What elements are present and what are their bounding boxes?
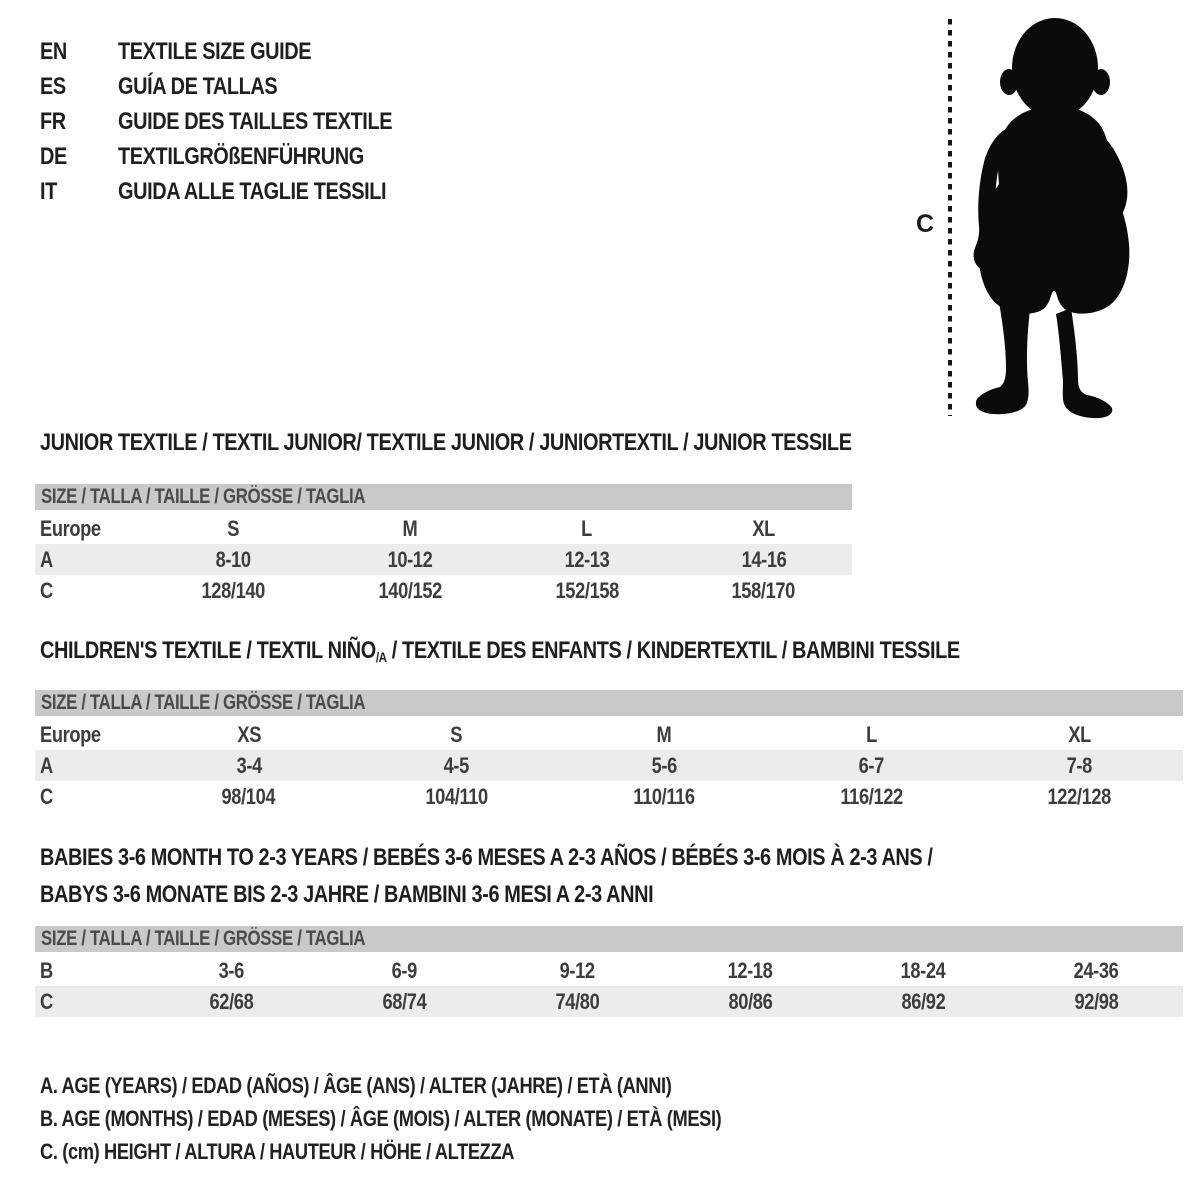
size-value: 62/68 — [209, 988, 254, 1014]
size-table-row — [35, 575, 852, 606]
size-value-cell — [145, 781, 353, 812]
size-value-cell — [1010, 955, 1183, 986]
size-header-bar-junior — [35, 484, 852, 510]
language-code: IT — [40, 178, 57, 205]
size-table-row — [35, 750, 1183, 781]
size-value: XS — [236, 721, 261, 747]
title-part-post: / TEXTILE DES ENFANTS / KINDERTEXTIL / BAMBINI TESSILE — [386, 637, 960, 664]
size-value: 6-7 — [858, 752, 885, 778]
size-value-cell — [322, 575, 499, 606]
size-table-row — [35, 986, 1183, 1017]
toddler-silhouette — [974, 18, 1130, 418]
size-value: M — [656, 721, 672, 747]
size-value-cell — [560, 719, 768, 750]
title-part-subscript: /A — [375, 649, 387, 665]
size-header-bar-babies — [35, 926, 1183, 952]
size-value: 4-5 — [443, 752, 470, 778]
size-value-cell — [837, 986, 1010, 1017]
size-value-cell — [145, 575, 322, 606]
size-value: 3-4 — [236, 752, 262, 778]
legend-line-a — [40, 1073, 801, 1099]
size-value: 12-18 — [728, 957, 773, 983]
size-value-cell — [353, 719, 561, 750]
section-title-babies-text1: BABIES 3-6 MONTH TO 2-3 YEARS / BEBÉS 3-6 MESES A 2-3 AÑOS / BÉBÉS 3-6 MOIS À 2-3 ANS / — [40, 844, 933, 871]
row-label: Europe — [40, 515, 101, 541]
row-label-cell — [35, 719, 145, 750]
size-value-cell — [768, 750, 976, 781]
size-value-cell — [145, 750, 353, 781]
legend-line-b-text: B. AGE (MONTHS) / EDAD (MESES) / ÂGE (MOIS) / ALTER (MONATE) / ETÀ (MESI) — [40, 1106, 722, 1131]
language-code: DE — [40, 143, 67, 170]
size-value-cell — [1010, 986, 1183, 1017]
title-part-pre: CHILDREN'S TEXTILE / TEXTIL NIÑO — [40, 637, 376, 664]
size-value-cell — [353, 781, 561, 812]
size-value-cell — [145, 986, 318, 1017]
row-label: A — [40, 546, 53, 572]
size-value: XL — [1067, 721, 1091, 747]
size-value: 6-9 — [391, 957, 418, 983]
size-value: 98/104 — [221, 783, 276, 809]
row-label-cell — [35, 544, 145, 575]
size-value-cell — [145, 544, 322, 575]
size-value-cell — [499, 575, 676, 606]
size-header-text: SIZE / TALLA / TAILLE / GRÖSSE / TAGLIA — [41, 927, 366, 950]
size-value: 14-16 — [741, 546, 787, 572]
language-label: TEXTILE SIZE GUIDE — [118, 38, 312, 65]
legend-line-c — [40, 1139, 611, 1165]
size-value: 140/152 — [378, 577, 442, 603]
row-label-cell — [35, 513, 145, 544]
section-title-junior-text: JUNIOR TEXTILE / TEXTIL JUNIOR/ TEXTILE JUNIOR / JUNIORTEXTIL / JUNIOR TESSILE — [40, 429, 852, 456]
size-value-cell — [145, 513, 322, 544]
size-value: 18-24 — [901, 957, 946, 983]
size-header-text: SIZE / TALLA / TAILLE / GRÖSSE / TAGLIA — [41, 691, 366, 714]
language-label: GUIDA ALLE TAGLIE TESSILI — [118, 178, 387, 205]
size-value-cell — [145, 719, 353, 750]
language-code: EN — [40, 38, 67, 65]
language-row — [40, 34, 448, 69]
row-label: Europe — [40, 721, 101, 747]
size-header-text: SIZE / TALLA / TAILLE / GRÖSSE / TAGLIA — [41, 485, 366, 508]
row-label: C — [40, 577, 53, 603]
size-table-row — [35, 955, 1183, 986]
section-title-babies-line2 — [40, 882, 779, 908]
row-label: A — [40, 752, 53, 778]
section-title-babies-text2: BABYS 3-6 MONATE BIS 2-3 JAHRE / BAMBINI 3-6 MESI A 2-3 ANNI — [40, 881, 654, 908]
size-value: L — [581, 515, 593, 541]
size-value: 116/122 — [840, 783, 903, 809]
size-table-junior — [35, 513, 852, 606]
row-label-cell — [35, 781, 145, 812]
size-value: L — [866, 721, 877, 747]
size-value-cell — [664, 986, 837, 1017]
language-label: GUIDE DES TAILLES TEXTILE — [118, 108, 393, 135]
size-value: 9-12 — [559, 957, 596, 983]
row-label: B — [40, 957, 53, 983]
section-title-children-text — [40, 638, 960, 670]
size-value-cell — [499, 544, 676, 575]
size-value: 8-10 — [215, 546, 251, 572]
row-label-cell — [35, 986, 145, 1017]
toddler-figure — [938, 14, 1148, 424]
size-value-cell — [499, 513, 676, 544]
size-value: S — [227, 515, 240, 541]
language-label: GUÍA DE TALLAS — [118, 73, 278, 100]
size-value-cell — [675, 513, 852, 544]
size-value-cell — [837, 955, 1010, 986]
language-row — [40, 104, 448, 139]
size-table-children — [35, 719, 1183, 812]
size-value: 74/80 — [555, 988, 600, 1014]
language-code: FR — [40, 108, 66, 135]
size-value: 128/140 — [201, 577, 266, 603]
size-value: 12-13 — [564, 546, 610, 572]
size-value-cell — [560, 781, 768, 812]
size-value: M — [402, 515, 418, 541]
size-value: 7-8 — [1066, 752, 1092, 778]
size-value-cell — [491, 955, 664, 986]
size-header-bar-children — [35, 690, 1183, 716]
size-value: XL — [752, 515, 775, 541]
size-table-babies — [35, 955, 1183, 1017]
size-table-row — [35, 513, 852, 544]
size-value: 3-6 — [218, 957, 245, 983]
size-value-cell — [322, 544, 499, 575]
measure-label-c: C — [916, 210, 935, 238]
size-value: 24-36 — [1074, 957, 1119, 983]
language-code: ES — [40, 73, 66, 100]
size-value-cell — [675, 575, 852, 606]
size-value-cell — [975, 719, 1183, 750]
row-label: C — [40, 783, 53, 809]
size-value: 92/98 — [1074, 988, 1119, 1014]
size-table-row — [35, 719, 1183, 750]
size-table-row — [35, 781, 1183, 812]
row-label-cell — [35, 955, 145, 986]
size-value-cell — [318, 986, 491, 1017]
size-value-cell — [145, 955, 318, 986]
size-value-cell — [975, 781, 1183, 812]
size-value: 5-6 — [651, 752, 677, 778]
size-value: 152/158 — [555, 577, 619, 603]
size-value-cell — [560, 750, 768, 781]
size-table-row — [35, 544, 852, 575]
legend-line-c-text: C. (cm) HEIGHT / ALTURA / HAUTEUR / HÖHE / ALTEZZA — [40, 1139, 515, 1164]
row-label-cell — [35, 575, 145, 606]
language-row — [40, 69, 448, 104]
size-value-cell — [664, 955, 837, 986]
size-value: 68/74 — [382, 988, 427, 1014]
legend-line-b — [40, 1106, 861, 1132]
size-value: 104/110 — [425, 783, 488, 809]
size-value-cell — [975, 750, 1183, 781]
language-list — [40, 34, 448, 209]
size-value-cell — [318, 955, 491, 986]
size-value: 158/170 — [731, 577, 796, 603]
size-value: 122/128 — [1047, 783, 1111, 809]
size-value-cell — [768, 781, 976, 812]
language-row — [40, 174, 448, 209]
size-value: S — [450, 721, 463, 747]
language-label: TEXTILGRÖßENFÜHRUNG — [118, 143, 364, 170]
size-value-cell — [491, 986, 664, 1017]
section-title-junior — [40, 430, 1018, 456]
size-value-cell — [353, 750, 561, 781]
language-row — [40, 139, 448, 174]
size-value: 86/92 — [901, 988, 946, 1014]
size-value: 110/116 — [633, 783, 695, 809]
size-value: 10-12 — [387, 546, 433, 572]
size-value-cell — [768, 719, 976, 750]
size-value-cell — [675, 544, 852, 575]
section-title-babies-line1 — [40, 845, 1115, 871]
size-value-cell — [322, 513, 499, 544]
legend-line-a-text: A. AGE (YEARS) / EDAD (AÑOS) / ÂGE (ANS) / ALTER (JAHRE) / ETÀ (ANNI) — [40, 1073, 672, 1098]
size-value: 80/86 — [728, 988, 773, 1014]
section-title-children — [40, 638, 1148, 670]
row-label: C — [40, 988, 53, 1014]
row-label-cell — [35, 750, 145, 781]
